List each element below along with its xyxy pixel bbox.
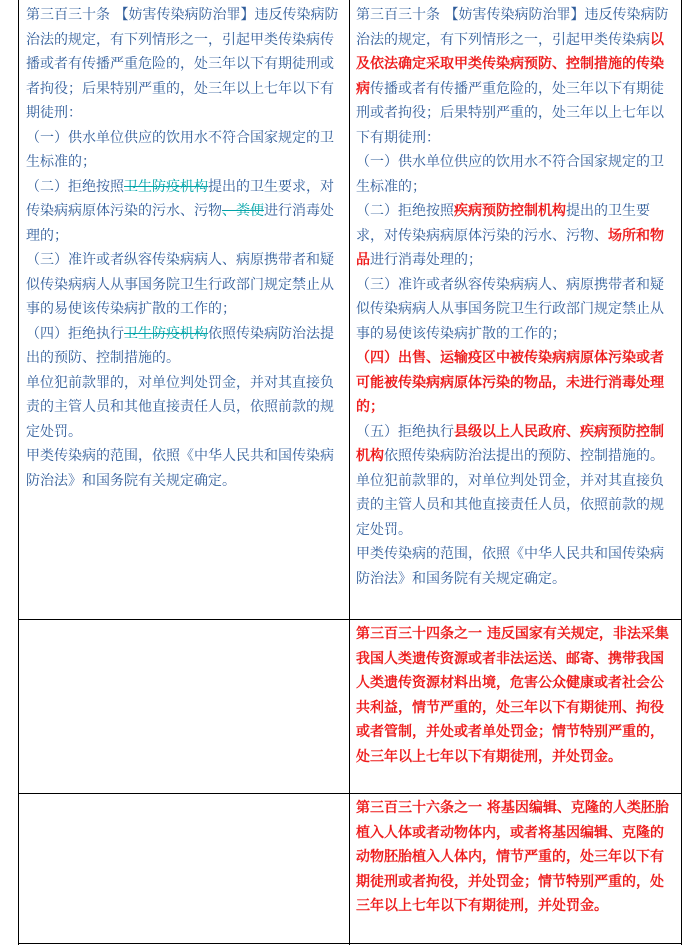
- added-text: 疾病预防控制机构: [454, 203, 566, 219]
- new-unit-crime-paragraph: 单位犯前款罪的，对单位判处罚金，并对其直接负责的主管人员和其他直接责任人员，依照前款的规定处罚。: [356, 472, 664, 538]
- new-scope-paragraph: 甲类传染病的范围，依照《中华人民共和国传染病防治法》和国务院有关规定确定。: [356, 546, 664, 587]
- new-article-heading: [356, 3, 674, 150]
- text-span: 提出的卫生要求，对传染病病原体污染的污水、污物、: [356, 203, 650, 244]
- old-item-3: （三）准许或者纵容传染病病人、病原携带者和疑似传染病病人从事国务院卫生行政部门规定禁止从事的易使该传染病扩散的工作的；: [26, 252, 334, 317]
- new-article-330-cell: [356, 3, 674, 591]
- text-span: （二）拒绝按照: [26, 178, 124, 195]
- added-text: 以及依法确定采取甲类传染病预防、控制措施的传染病: [356, 31, 664, 97]
- article-334-1-text: 第三百三十四条之一 违反国家有关规定，非法采集我国人类遗传资源或者非法运送、邮寄、携带我国人类遗传资源材料出境，危害公众健康或者社会公共利益，情节严重的，处三年以下有期徒刑、拘役或者管制，并处或者单处罚金；情节特别严重的，处三年以上七年以下有期徒刑，并处罚金。: [356, 626, 669, 765]
- column-divider: [349, 0, 350, 945]
- table-border-left: [18, 0, 19, 945]
- added-text: 场所和物品: [356, 227, 664, 268]
- text-span: 进行消毒处理的；: [370, 252, 482, 268]
- old-item-4: [26, 322, 344, 371]
- text-span: 进行消毒处理的；: [26, 203, 334, 244]
- new-item-2: [356, 199, 674, 273]
- new-item-3: （三）准许或者纵容传染病病人、病原携带者和疑似传染病病人从事国务院卫生行政部门规定禁止从事的易使该传染病扩散的工作的；: [356, 276, 664, 342]
- deleted-text: 卫生防疫机构: [124, 325, 208, 342]
- old-unit-crime-paragraph: 单位犯前款罪的，对单位判处罚金，并对其直接负责的主管人员和其他直接责任人员，依照前款的规定处罚。: [26, 374, 334, 440]
- text-span: 传播或者有传播严重危险的，处三年以下有期徒刑或者拘役；后果特别严重的，处三年以上七年以下有期徒刑：: [356, 80, 664, 146]
- row-divider-1: [18, 619, 682, 620]
- new-article-336-1-cell: [356, 796, 674, 919]
- text-span: 依照传染病防治法提出的预防、控制措施的。: [384, 448, 664, 464]
- row-divider-2: [18, 793, 682, 794]
- old-scope-paragraph: 甲类传染病的范围，依照《中华人民共和国传染病防治法》和国务院有关规定确定。: [26, 448, 334, 489]
- new-item-4: （四）出售、运输疫区中被传染病病原体污染或者可能被传染病病原体污染的物品，未进行消毒处理的；: [356, 350, 664, 415]
- text-span: （五）拒绝执行: [356, 423, 454, 440]
- text-span: （二）拒绝按照: [356, 203, 454, 219]
- text-span: 第三百三十条 【妨害传染病防治罪】违反传染病防治法的规定，有下列情形之一，引起甲类传染病: [356, 7, 669, 48]
- added-text: 县级以上人民政府、疾病预防控制机构: [356, 423, 664, 464]
- new-article-334-1-cell: [356, 622, 674, 769]
- new-item-5: [356, 420, 674, 469]
- article-336-1-text: 第三百三十六条之一 将基因编辑、克隆的人类胚胎植入人体或者动物体内，或者将基因编辑、克隆的动物胚胎植入人体内，情节严重的，处三年以下有期徒刑或者拘役，并处罚金；情节特别严重的，处三年以上七年以下有期徒刑，并处罚金。: [356, 800, 669, 914]
- table-border-right: [681, 0, 682, 945]
- old-item-1: （一）供水单位供应的饮用水不符合国家规定的卫生标准的；: [26, 129, 334, 170]
- old-article-330-cell: [26, 3, 344, 493]
- row-divider-3: [18, 943, 682, 944]
- deleted-text: 、粪便: [222, 203, 264, 219]
- new-item-1: （一）供水单位供应的饮用水不符合国家规定的卫生标准的；: [356, 154, 664, 195]
- deleted-text: 卫生防疫机构: [124, 178, 208, 195]
- text-span: 第三百三十条 【妨害传染病防治罪】违反传染病防治法的规定，有下列情形之一，引起甲类传染病传播或者有传播严重危险的，处三年以下有期徒刑或者拘役；后果特别严重的，处三年以上七年以下有期徒刑：: [26, 7, 339, 121]
- text-span: 提出的卫生要求，对传染病病原体污染的污水、污物: [26, 178, 334, 219]
- text-span: 依照传染病防治法提出的预防、控制措施的。: [26, 325, 334, 366]
- text-span: （四）拒绝执行: [26, 325, 124, 342]
- old-article-heading: [26, 3, 344, 126]
- old-item-2: [26, 175, 344, 249]
